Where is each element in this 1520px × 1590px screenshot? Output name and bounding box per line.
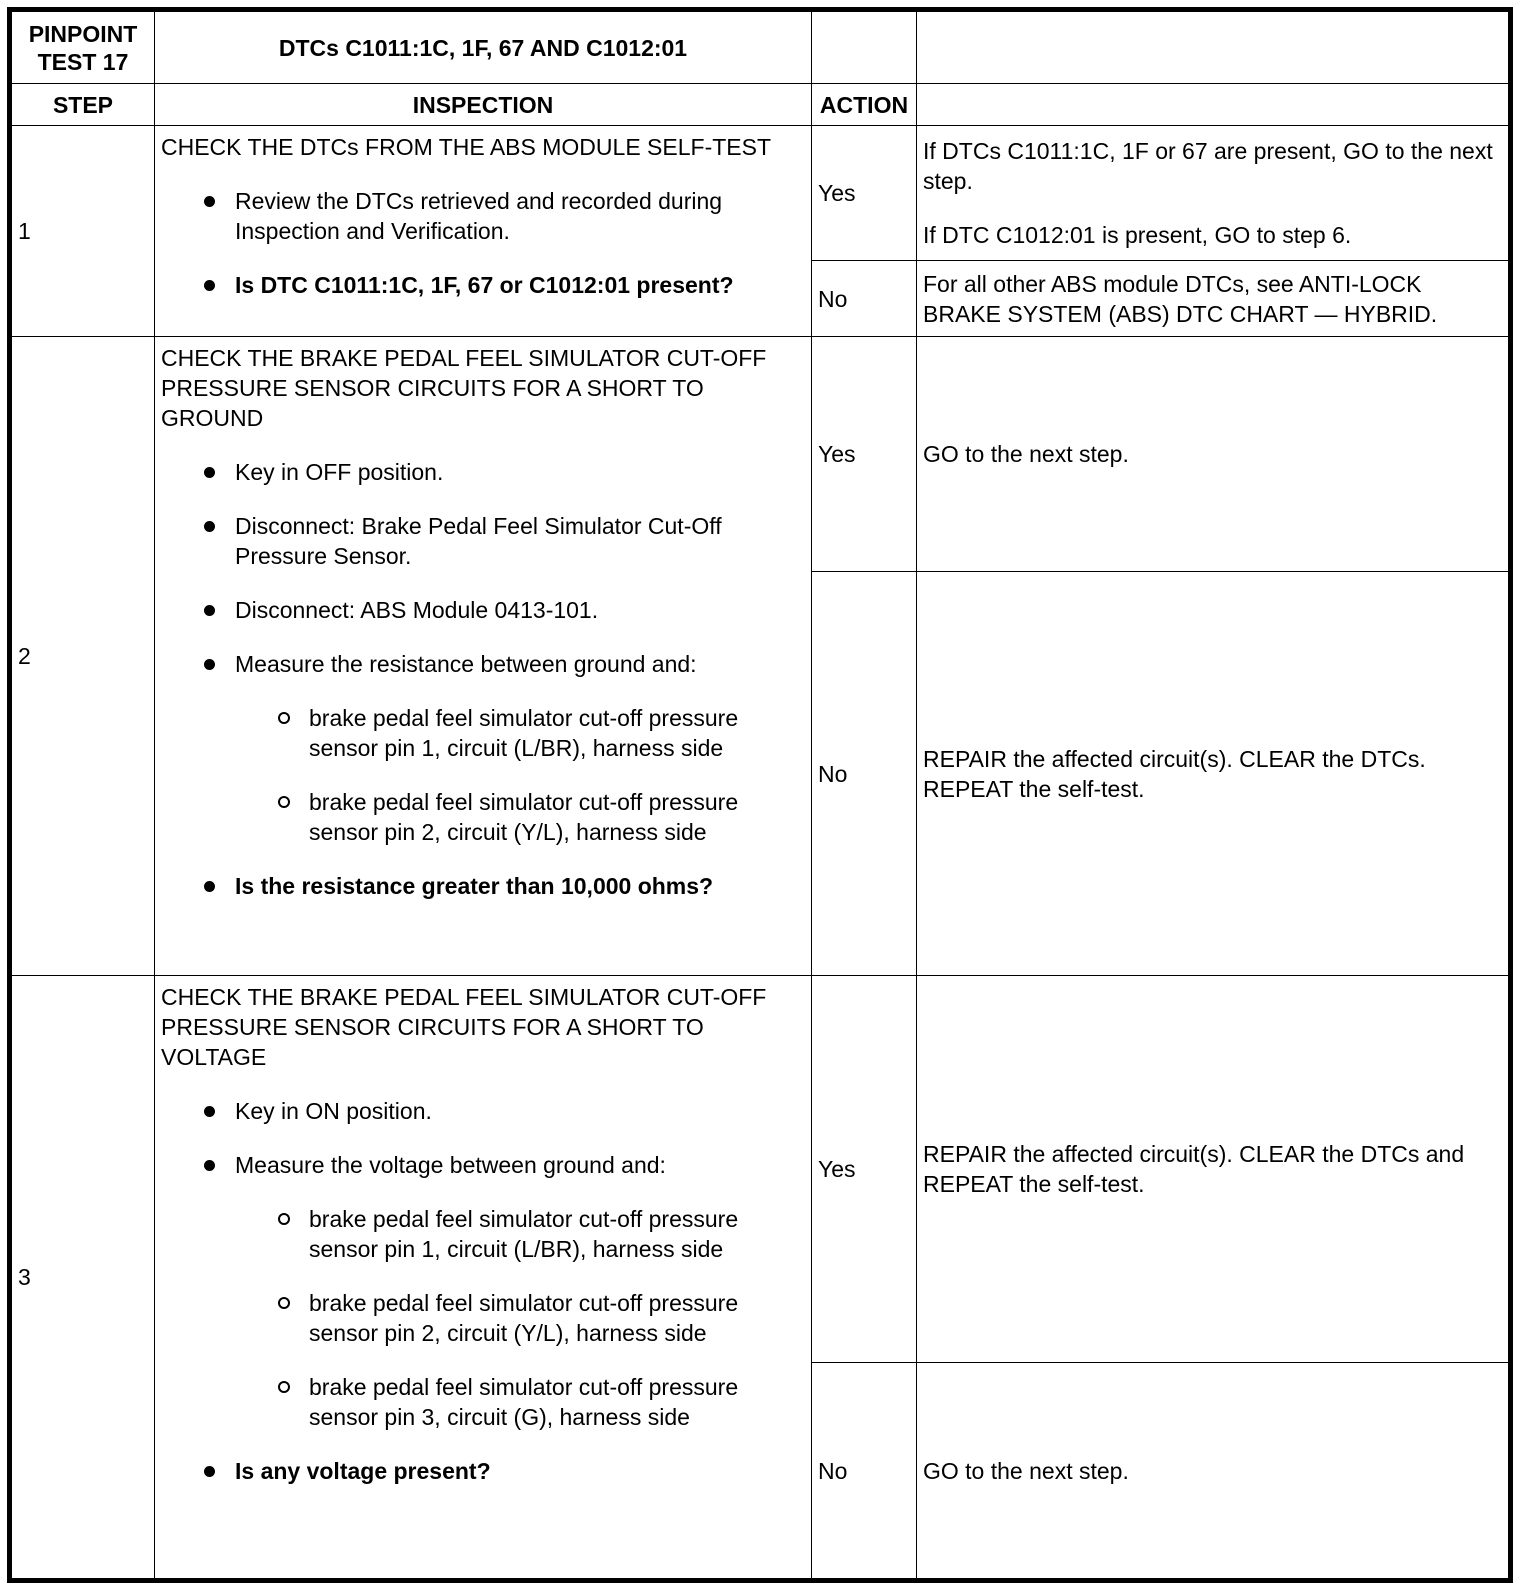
step-1-bullet-1: Review the DTCs retrieved and recorded during Inspection and Verification. — [161, 186, 805, 246]
step-2-subitem-2: brake pedal feel simulator cut-off pressure sensor pin 2, circuit (Y/L), harness side — [161, 787, 805, 847]
title-empty-cell-action — [812, 12, 917, 84]
step-1-yes-action-line-1: If DTCs C1011:1C, 1F or 67 are present, GO to the next step. — [923, 138, 1493, 194]
step-3-bullet-2: Measure the voltage between ground and: — [161, 1150, 805, 1180]
step-1-yes-label: Yes — [812, 126, 917, 261]
step-3-yes-row — [12, 976, 1509, 1363]
step-1-yes-action — [917, 126, 1509, 261]
step-3-no-label: No — [812, 1363, 917, 1579]
step-3-yes-label: Yes — [812, 976, 917, 1363]
step-2-yes-label: Yes — [812, 337, 917, 572]
step-2-no-label: No — [812, 572, 917, 976]
pinpoint-test-table — [11, 11, 1509, 1579]
step-2-inspection — [155, 337, 812, 976]
step-3-question: Is any voltage present? — [161, 1456, 805, 1486]
step-2-bullet-3: Disconnect: ABS Module 0413-101. — [161, 595, 805, 625]
step-3-bullet-1: Key in ON position. — [161, 1096, 805, 1126]
step-2-question: Is the resistance greater than 10,000 ohms? — [161, 871, 805, 901]
step-1-yes-row — [12, 126, 1509, 261]
pinpoint-label: PINPOINT TEST 17 — [12, 12, 155, 84]
step-2-no-action: REPAIR the affected circuit(s). CLEAR the DTCs. REPEAT the self-test. — [917, 572, 1509, 976]
step-1-number: 1 — [12, 126, 155, 337]
step-3-inspection — [155, 976, 812, 1579]
step-1-yes-action-line-2: If DTC C1012:01 is present, GO to step 6. — [923, 222, 1352, 248]
step-3-no-action: GO to the next step. — [917, 1363, 1509, 1579]
title-empty-cell-result — [917, 12, 1509, 84]
column-header-inspection: INSPECTION — [155, 84, 812, 126]
step-2-title: CHECK THE BRAKE PEDAL FEEL SIMULATOR CUT-OFF PRESSURE SENSOR CIRCUITS FOR A SHORT TO GROUND — [161, 345, 767, 431]
step-3-yes-action: REPAIR the affected circuit(s). CLEAR the DTCs and REPEAT the self-test. — [917, 976, 1509, 1363]
step-2-bullet-1: Key in OFF position. — [161, 457, 805, 487]
step-1-question: Is DTC C1011:1C, 1F, 67 or C1012:01 present? — [161, 270, 805, 300]
title-row — [12, 12, 1509, 84]
step-2-yes-action: GO to the next step. — [917, 337, 1509, 572]
step-3-subitem-3: brake pedal feel simulator cut-off pressure sensor pin 3, circuit (G), harness side — [161, 1372, 805, 1432]
step-1-no-action: For all other ABS module DTCs, see ANTI-LOCK BRAKE SYSTEM (ABS) DTC CHART — HYBRID. — [917, 261, 1509, 337]
column-header-row — [12, 84, 1509, 126]
step-2-yes-row — [12, 337, 1509, 572]
step-1-title: CHECK THE DTCs FROM THE ABS MODULE SELF-TEST — [161, 134, 772, 160]
column-header-action: ACTION — [812, 84, 917, 126]
step-3-subitem-1: brake pedal feel simulator cut-off pressure sensor pin 1, circuit (L/BR), harness side — [161, 1204, 805, 1264]
step-2-bullet-2: Disconnect: Brake Pedal Feel Simulator Cut-Off Pressure Sensor. — [161, 511, 805, 571]
step-3-number: 3 — [12, 976, 155, 1579]
test-title: DTCs C1011:1C, 1F, 67 AND C1012:01 — [155, 12, 812, 84]
step-2-number: 2 — [12, 337, 155, 976]
step-1-inspection — [155, 126, 812, 337]
column-header-empty — [917, 84, 1509, 126]
column-header-step: STEP — [12, 84, 155, 126]
step-2-subitem-1: brake pedal feel simulator cut-off pressure sensor pin 1, circuit (L/BR), harness side — [161, 703, 805, 763]
step-1-no-label: No — [812, 261, 917, 337]
step-2-bullet-4: Measure the resistance between ground and: — [161, 649, 805, 679]
step-3-subitem-2: brake pedal feel simulator cut-off pressure sensor pin 2, circuit (Y/L), harness side — [161, 1288, 805, 1348]
step-3-title: CHECK THE BRAKE PEDAL FEEL SIMULATOR CUT-OFF PRESSURE SENSOR CIRCUITS FOR A SHORT TO VOLTAGE — [161, 984, 767, 1070]
pinpoint-test-document — [7, 7, 1513, 1583]
